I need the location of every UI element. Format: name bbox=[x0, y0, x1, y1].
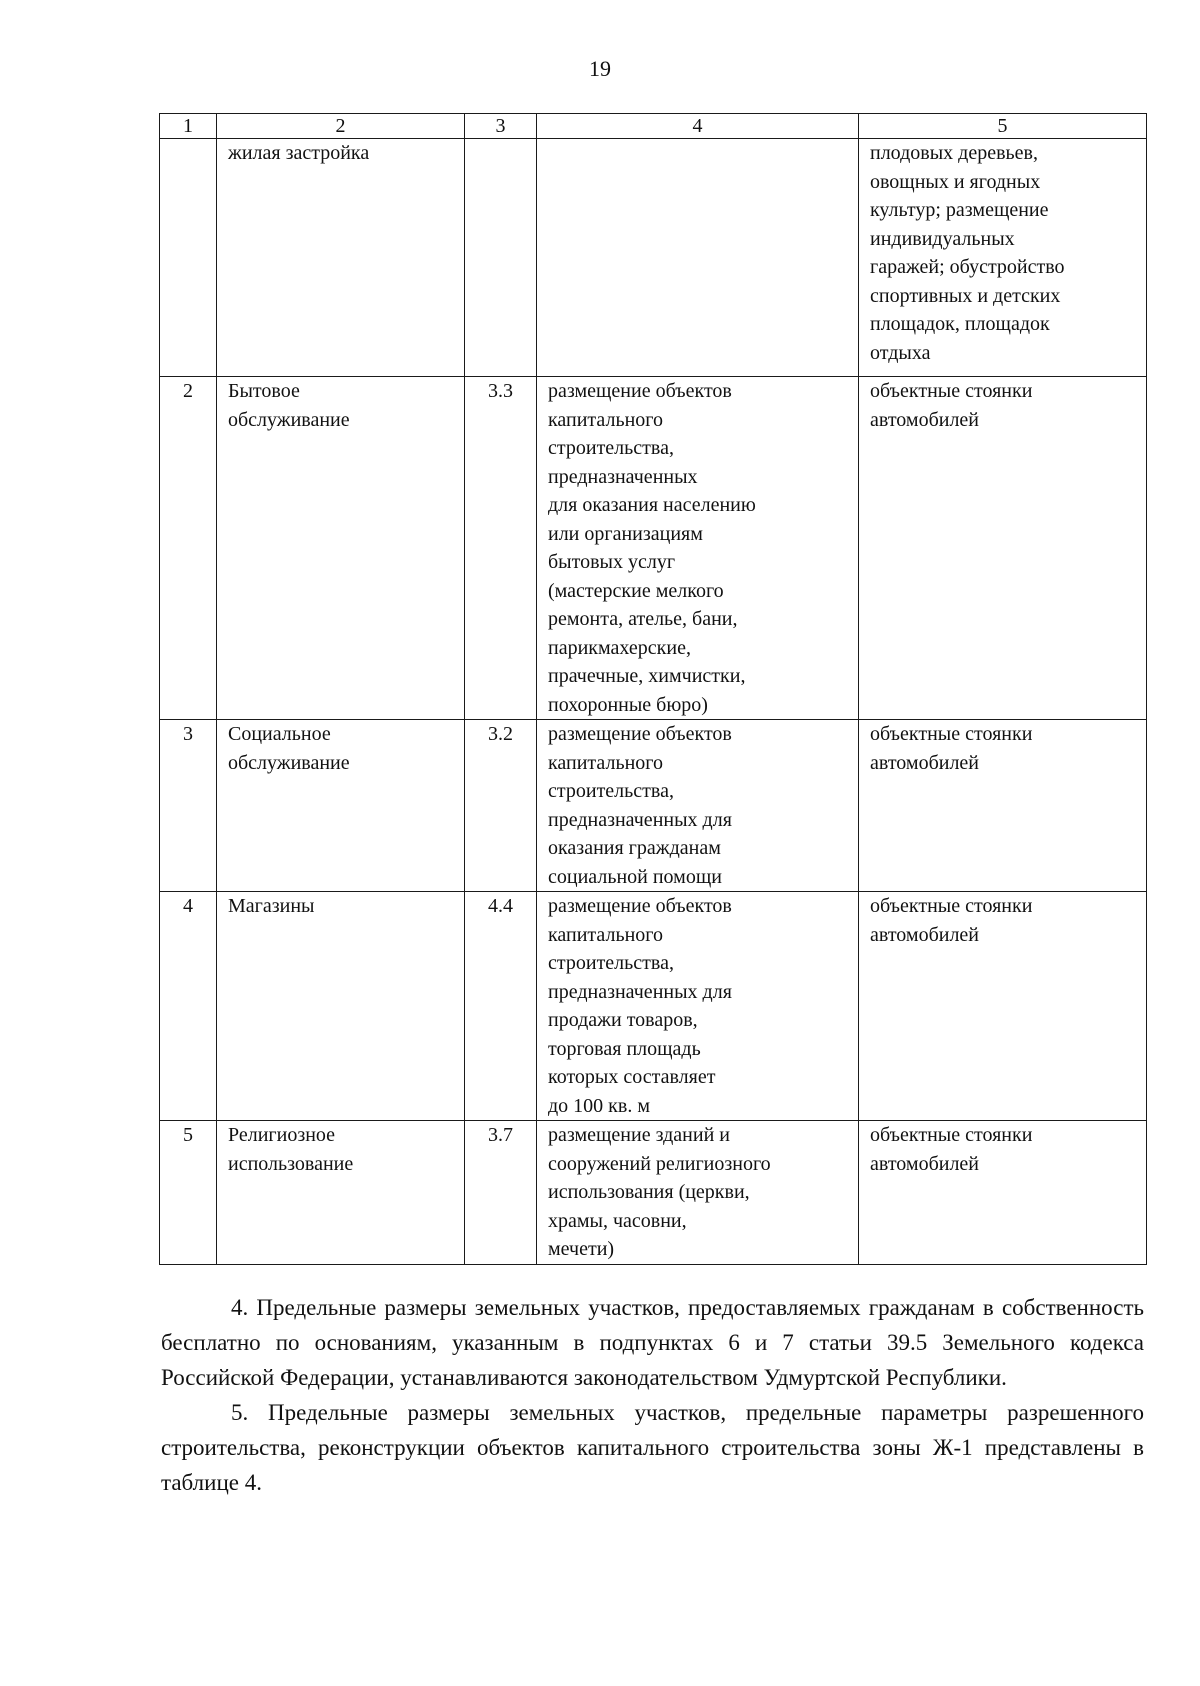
land-use-table bbox=[159, 113, 1147, 1265]
page-number: 19 bbox=[589, 56, 611, 81]
body-text bbox=[161, 1290, 1144, 1500]
use-type-description: размещение объектов капитального строительства, предназначенных для оказания населению или организациям бытовых услуг (мастерские мелкого ремонта, ателье, бани, парикмахерские, прачечные, химчистки, похоронные бюро) bbox=[537, 377, 859, 720]
table-row bbox=[160, 1121, 1147, 1265]
column-header-1: 1 bbox=[160, 114, 217, 139]
table-row bbox=[160, 720, 1147, 892]
auxiliary-use: объектные стоянки автомобилей bbox=[859, 1121, 1147, 1265]
row-number: 3 bbox=[160, 720, 217, 892]
paragraph-4: 4. Предельные размеры земельных участков, предоставляемых гражданам в собственность бесплатно по основаниям, указанным в подпунктах 6 и 7 статьи 39.5 Земельного кодекса Российской Федерации, устанавливаются законодательством Удмуртской Республики. bbox=[161, 1295, 1144, 1390]
use-type-name: жилая застройка bbox=[217, 139, 465, 377]
use-type-code: 4.4 bbox=[465, 892, 537, 1121]
column-header-5: 5 bbox=[859, 114, 1147, 139]
use-type-description: размещение объектов капитального строительства, предназначенных для продажи товаров, торговая площадь которых составляет до 100 кв. м bbox=[537, 892, 859, 1121]
table-row bbox=[160, 139, 1147, 377]
use-type-description: размещение зданий и сооружений религиозного использования (церкви, храмы, часовни, мечети) bbox=[537, 1121, 859, 1265]
use-type-description: размещение объектов капитального строительства, предназначенных для оказания гражданам социальной помощи bbox=[537, 720, 859, 892]
column-header-3: 3 bbox=[465, 114, 537, 139]
column-header-4: 4 bbox=[537, 114, 859, 139]
use-type-code: 3.3 bbox=[465, 377, 537, 720]
row-number: 4 bbox=[160, 892, 217, 1121]
table-row bbox=[160, 892, 1147, 1121]
row-number bbox=[160, 139, 217, 377]
row-number: 2 bbox=[160, 377, 217, 720]
use-type-name: Магазины bbox=[217, 892, 465, 1121]
use-type-description bbox=[537, 139, 859, 377]
auxiliary-use: объектные стоянки автомобилей bbox=[859, 720, 1147, 892]
table-row bbox=[160, 377, 1147, 720]
row-number: 5 bbox=[160, 1121, 217, 1265]
use-type-code bbox=[465, 139, 537, 377]
use-type-name: Социальное обслуживание bbox=[217, 720, 465, 892]
use-type-code: 3.2 bbox=[465, 720, 537, 892]
use-type-code: 3.7 bbox=[465, 1121, 537, 1265]
use-type-name: Бытовое обслуживание bbox=[217, 377, 465, 720]
use-type-name: Религиозное использование bbox=[217, 1121, 465, 1265]
paragraph-5: 5. Предельные размеры земельных участков, предельные параметры разрешенного строительства, реконструкции объектов капитального строительства зоны Ж-1 представлены в таблице 4. bbox=[161, 1400, 1144, 1495]
table-header-row bbox=[160, 114, 1147, 139]
auxiliary-use: плодовых деревьев, овощных и ягодных культур; размещение индивидуальных гаражей; обустройство спортивных и детских площадок, площадок отдыха bbox=[859, 139, 1147, 377]
auxiliary-use: объектные стоянки автомобилей bbox=[859, 377, 1147, 720]
auxiliary-use: объектные стоянки автомобилей bbox=[859, 892, 1147, 1121]
column-header-2: 2 bbox=[217, 114, 465, 139]
